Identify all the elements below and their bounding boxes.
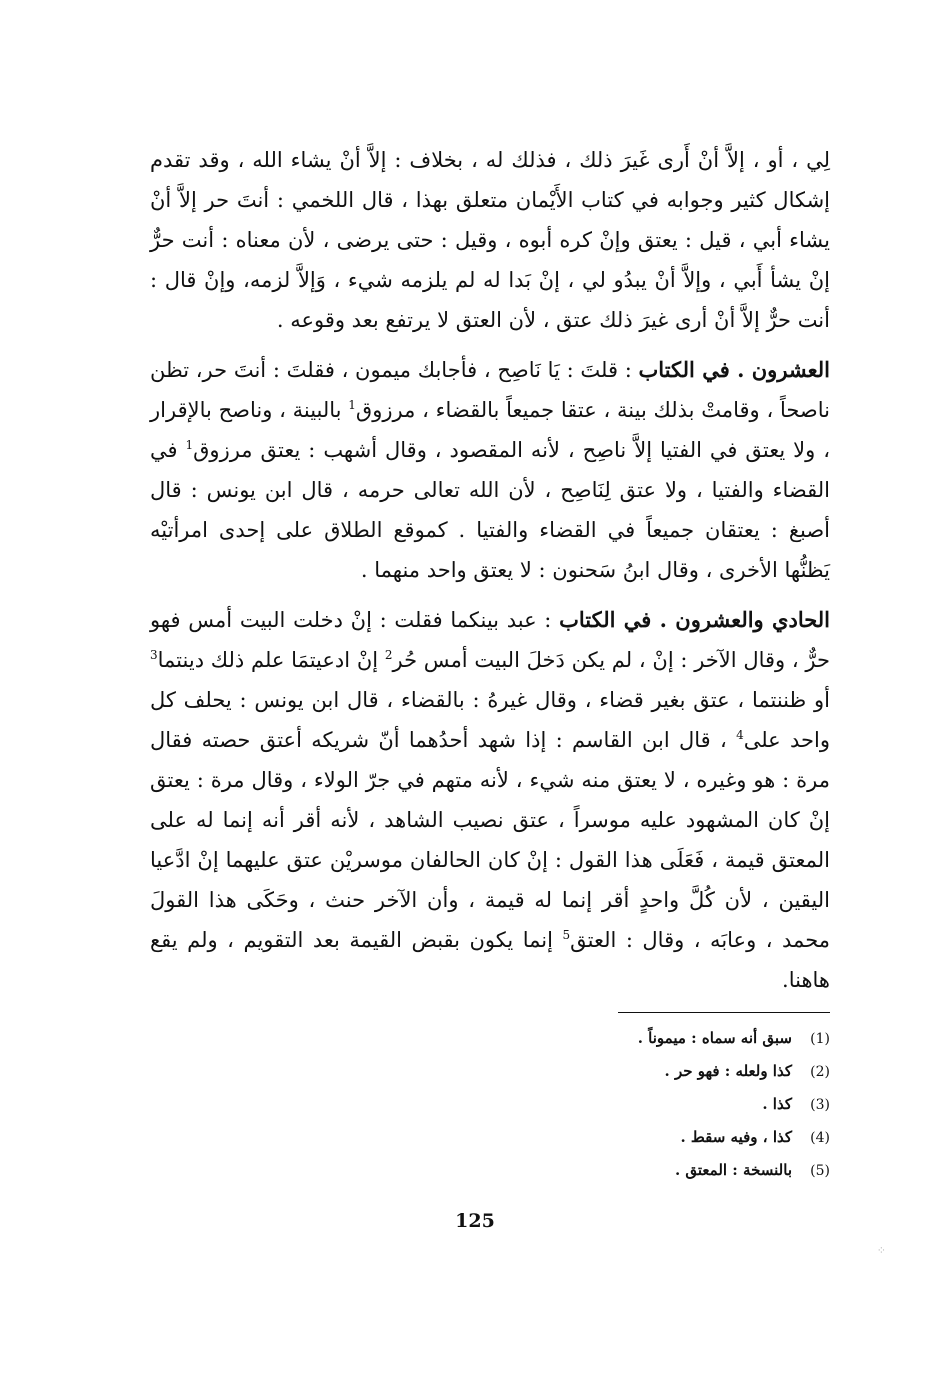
paragraph-text: ، قال ابن القاسم : إذا شهد أحدُهما أنّ شريكه أعتق حصته فقال مرة : هو وغيره ، لا يعتق منه شيء ، لأنه متهم في جرّ الولاء ، وقال مرة : يعتق إنْ كان المشهود عليه موسراً ، عتق نصيب الشاهد ، لأنه أقر أنه إنما له على المعتق قيمة ، فَعَلَى هذا القول : إنْ كان الحالفان موسريْن عتق عليهما إنْ ادَّعيا اليقين ، لأن كُلَّ واحدٍ أقر إنما له قيمة ، وأن الآخر حنث ، وحَكَى هذا القولَ محمد ، وعابَه ، وقال : العتق: [150, 728, 831, 952]
footnote-text: كذا ولعله : فهو حر .: [664, 1062, 792, 1080]
paragraph-text: أو ظننتما ، عتق بغير قضاء ، وقال غيرهُ : بالقضاء ، قال ابن يونس : يحلف كل واحد على: [150, 688, 830, 752]
footnote-number: (4): [810, 1130, 830, 1146]
paragraph-text: بالبينة ، وناصح بالإقرار ، ولا يعتق في الفتيا إلاَّ ناصِح ، لأنه المقصود ، وقال أشهب : يعتق مرزوق: [150, 398, 831, 462]
footnote-item: [450, 1022, 830, 1055]
footnote-number: (2): [810, 1064, 830, 1080]
paragraph-text: إنْ ادعيتمَا علم ذلك دينتما: [157, 648, 385, 672]
footnote-number: (5): [810, 1163, 830, 1179]
paragraph-2: [150, 350, 830, 590]
footnote-number: (3): [810, 1097, 830, 1113]
footnote-item: [450, 1121, 830, 1154]
paragraph-text: في القضاء والفتيا ، ولا عتق لِنَاصِح ، لأن الله تعالى حرمه ، قال ابن يونس : قال أصبغ : يعتقان جميعاً في القضاء والفتيا . كموقع الطلاق على إحدى امرأتيْه يَظنُّها الأخرى ، وقال ابنُ سَحنون : لا يعتق واحد منهما .: [150, 438, 830, 582]
paragraph-text: إنما يكون بقبض القيمة بعد التقويم ، ولم يقع هاهنا.: [150, 928, 830, 992]
scan-speck: ⁘: [876, 1244, 886, 1257]
page-number: 125: [455, 1210, 495, 1232]
footnote-item: [450, 1154, 830, 1187]
main-text: [150, 140, 830, 1010]
footnote-text: سبق أنه سماه : ميموناً .: [637, 1029, 792, 1047]
footnote-ref: 4: [736, 728, 744, 742]
footnote-ref: 5: [562, 928, 571, 942]
footnote-item: [450, 1055, 830, 1088]
section-heading: الحادي والعشرون . في الكتاب: [559, 607, 831, 632]
footnote-text: بالنسخة : المعتق .: [674, 1161, 792, 1179]
footnote-item: [450, 1088, 830, 1121]
footnote-text: كذا ، وفيه سقط .: [680, 1128, 792, 1146]
paragraph-1: [150, 140, 830, 340]
paragraph-3: [150, 600, 830, 1000]
paragraph-text: : قلتَ : يَا نَاصِح ، فأجابك ميمون ، فقلتَ : أنتَ حر، تظن ناصحاً ، وقامتْ بذلك بينة ، عتقا جميعاً بالقضاء ، مرزوق: [150, 358, 830, 422]
footnote-text: كذا .: [762, 1095, 792, 1113]
footnote-divider: [618, 1012, 830, 1013]
paragraph-text: : عبد بينكما فقلت : إنْ دخلت البيت أمس فهو حرٌّ ، وقال الآخر : إنْ ، لم يكن دَخلَ البيت أمس حُر: [150, 608, 830, 672]
section-heading: العشرون . في الكتاب: [638, 357, 831, 382]
footnote-ref: 1: [348, 398, 356, 412]
footnote-ref: 3: [150, 648, 158, 662]
paragraph-text: لِي ، أو ، إلاَّ أنْ أَرى غَيرَ ذلك ، فذلك له ، بخلاف : إلاَّ أنْ يشاء الله ، وقد تقدم إشكال كثير وجوابه في كتاب الأَيْمان متعلق بهذا ، قال اللخمي : أنتَ حر إلاَّ أنْ يشاء أبي ، قيل : يعتق وإنْ كره أبوه ، وقيل : حتى يرضى ، لأن معناه : أنت حرٌّ إنْ يشأ أَبي ، وإلاَّ أنْ يبدُو لي ، إنْ بَدا له لم يلزمه شيء ، وَإلاَّ لزمه، وإنْ قال : أنت حرٌّ إلاَّ أنْ أرى غيرَ ذلك عتق ، لأن العتق لا يرتفع بعد وقوعه .: [150, 148, 830, 332]
footnote-number: (1): [810, 1031, 830, 1047]
footnote-ref: 1: [185, 438, 194, 452]
footnotes-list: [450, 1022, 830, 1187]
footnote-ref: 2: [384, 648, 393, 662]
